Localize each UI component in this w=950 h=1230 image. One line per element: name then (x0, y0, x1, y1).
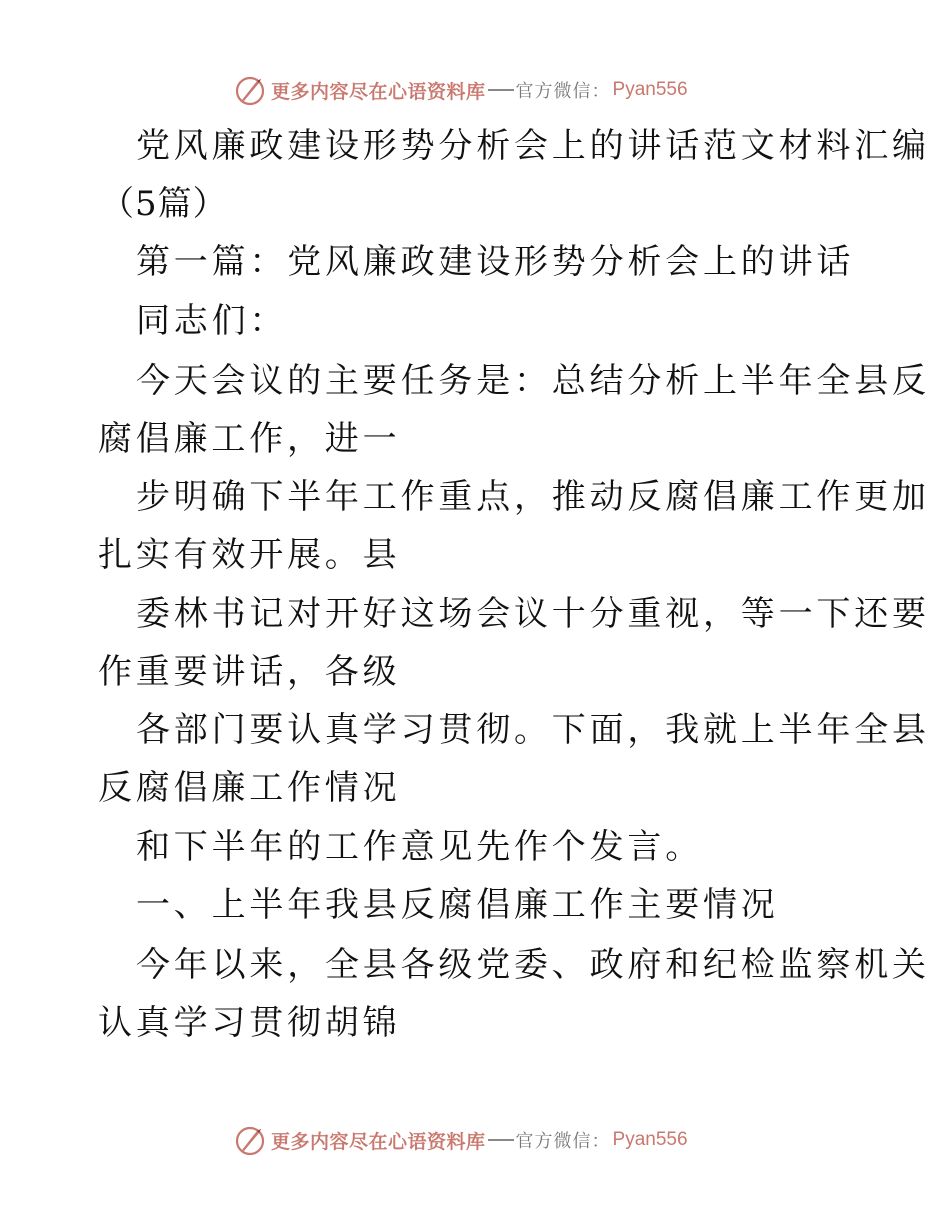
section-heading: 一、上半年我县反腐倡廉工作主要情况 (136, 885, 779, 925)
watermark-label: 官方微信： (515, 81, 611, 102)
watermark-brand: 更多内容尽在心语资料库 (271, 1130, 486, 1153)
paragraph-line: 作重要讲话，各级 (98, 652, 401, 692)
salutation: 同志们： (136, 301, 288, 341)
document-title: 党风廉政建设形势分析会上的讲话范文材料汇编 (136, 126, 930, 166)
watermark-separator (488, 89, 514, 91)
watermark-separator (488, 1139, 514, 1141)
quill-pen-logo-icon (233, 1123, 267, 1157)
watermark-label: 官方微信： (515, 1131, 611, 1152)
paragraph-line: 和下半年的工作意见先作个发言。 (136, 827, 703, 867)
paragraph-line: 今天会议的主要任务是：总结分析上半年全县反 (136, 361, 930, 401)
watermark-wechat-id: Pyan556 (612, 1129, 688, 1150)
section-title: 第一篇：党风廉政建设形势分析会上的讲话 (136, 242, 855, 282)
document-title-count: （5篇） (100, 184, 228, 224)
paragraph-line: 步明确下半年工作重点，推动反腐倡廉工作更加 (136, 477, 930, 517)
paragraph-line: 反腐倡廉工作情况 (98, 768, 401, 808)
paragraph-line: 委林书记对开好这场会议十分重视，等一下还要 (136, 594, 930, 634)
watermark-top (233, 72, 688, 108)
paragraph-line: 各部门要认真学习贯彻。下面，我就上半年全县 (136, 710, 930, 750)
watermark-bottom (233, 1122, 688, 1158)
quill-pen-logo-icon (233, 73, 267, 107)
paragraph-line: 认真学习贯彻胡锦 (98, 1003, 401, 1043)
paragraph-line: 腐倡廉工作，进一 (98, 419, 401, 459)
watermark-wechat-id: Pyan556 (612, 79, 688, 100)
watermark-brand: 更多内容尽在心语资料库 (271, 80, 486, 103)
paragraph-line: 扎实有效开展。县 (98, 535, 401, 575)
paragraph-line: 今年以来，全县各级党委、政府和纪检监察机关 (136, 945, 930, 985)
